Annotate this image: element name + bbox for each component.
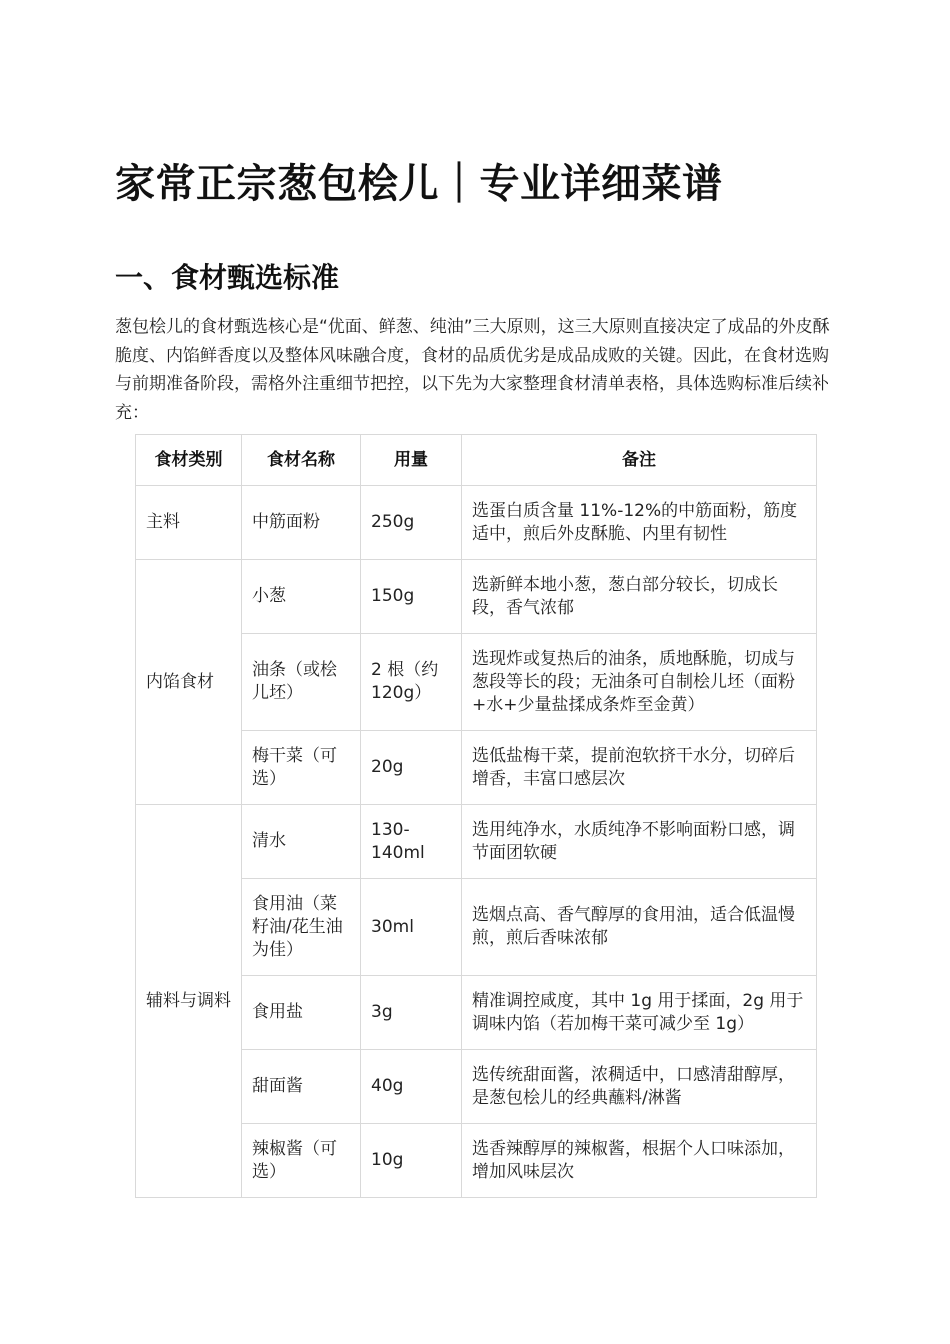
note-cell: 选香辣醇厚的辣椒酱，根据个人口味添加，增加风味层次 bbox=[462, 1124, 817, 1198]
header-quantity: 用量 bbox=[361, 435, 462, 486]
table-row bbox=[136, 560, 817, 634]
name-cell: 食用盐 bbox=[242, 976, 361, 1050]
category-cell: 内馅食材 bbox=[136, 560, 242, 805]
name-cell: 辣椒酱（可选） bbox=[242, 1124, 361, 1198]
ingredients-table bbox=[135, 434, 817, 1198]
header-note: 备注 bbox=[462, 435, 817, 486]
page-title: 家常正宗葱包桧儿｜专业详细菜谱 bbox=[115, 161, 723, 207]
name-cell: 油条（或桧儿坯） bbox=[242, 634, 361, 731]
note-cell: 选新鲜本地小葱，葱白部分较长，切成长段，香气浓郁 bbox=[462, 560, 817, 634]
note-cell: 选传统甜面酱，浓稠适中，口感清甜醇厚，是葱包桧儿的经典蘸料/淋酱 bbox=[462, 1050, 817, 1124]
quantity-cell: 130-140ml bbox=[361, 805, 462, 879]
category-cell: 辅料与调料 bbox=[136, 805, 242, 1198]
table-row bbox=[136, 486, 817, 560]
table-header-row bbox=[136, 435, 817, 486]
note-cell: 选低盐梅干菜，提前泡软挤干水分，切碎后增香，丰富口感层次 bbox=[462, 731, 817, 805]
intro-paragraph: 葱包桧儿的食材甄选核心是“优面、鲜葱、纯油”三大原则，这三大原则直接决定了成品的外皮酥脆度、内馅鲜香度以及整体风味融合度，食材的品质优劣是成品成败的关键。因此，在食材选购与前期准备阶段，需格外注重细节把控，以下先为大家整理食材清单表格，具体选购标准后续补充： bbox=[115, 317, 830, 423]
note-cell: 精准调控咸度，其中 1g 用于揉面，2g 用于调味内馅（若加梅干菜可减少至 1g） bbox=[462, 976, 817, 1050]
quantity-cell: 3g bbox=[361, 976, 462, 1050]
name-cell: 小葱 bbox=[242, 560, 361, 634]
name-cell: 食用油（菜籽油/花生油为佳） bbox=[242, 879, 361, 976]
quantity-cell: 30ml bbox=[361, 879, 462, 976]
quantity-cell: 10g bbox=[361, 1124, 462, 1198]
name-cell: 清水 bbox=[242, 805, 361, 879]
category-cell: 主料 bbox=[136, 486, 242, 560]
quantity-cell: 150g bbox=[361, 560, 462, 634]
note-cell: 选烟点高、香气醇厚的食用油，适合低温慢煎，煎后香味浓郁 bbox=[462, 879, 817, 976]
note-cell: 选用纯净水，水质纯净不影响面粉口感，调节面团软硬 bbox=[462, 805, 817, 879]
header-name: 食材名称 bbox=[242, 435, 361, 486]
quantity-cell: 20g bbox=[361, 731, 462, 805]
quantity-cell: 250g bbox=[361, 486, 462, 560]
note-cell: 选现炸或复热后的油条，质地酥脆，切成与葱段等长的段；无油条可自制桧儿坯（面粉+水+少量盐揉成条炸至金黄） bbox=[462, 634, 817, 731]
name-cell: 中筋面粉 bbox=[242, 486, 361, 560]
note-cell: 选蛋白质含量 11%-12%的中筋面粉，筋度适中，煎后外皮酥脆、内里有韧性 bbox=[462, 486, 817, 560]
quantity-cell: 40g bbox=[361, 1050, 462, 1124]
section-heading-ingredients: 一、食材甄选标准 bbox=[115, 261, 340, 294]
name-cell: 梅干菜（可选） bbox=[242, 731, 361, 805]
quantity-cell: 2 根（约 120g） bbox=[361, 634, 462, 731]
name-cell: 甜面酱 bbox=[242, 1050, 361, 1124]
header-category: 食材类别 bbox=[136, 435, 242, 486]
table-row bbox=[136, 805, 817, 879]
